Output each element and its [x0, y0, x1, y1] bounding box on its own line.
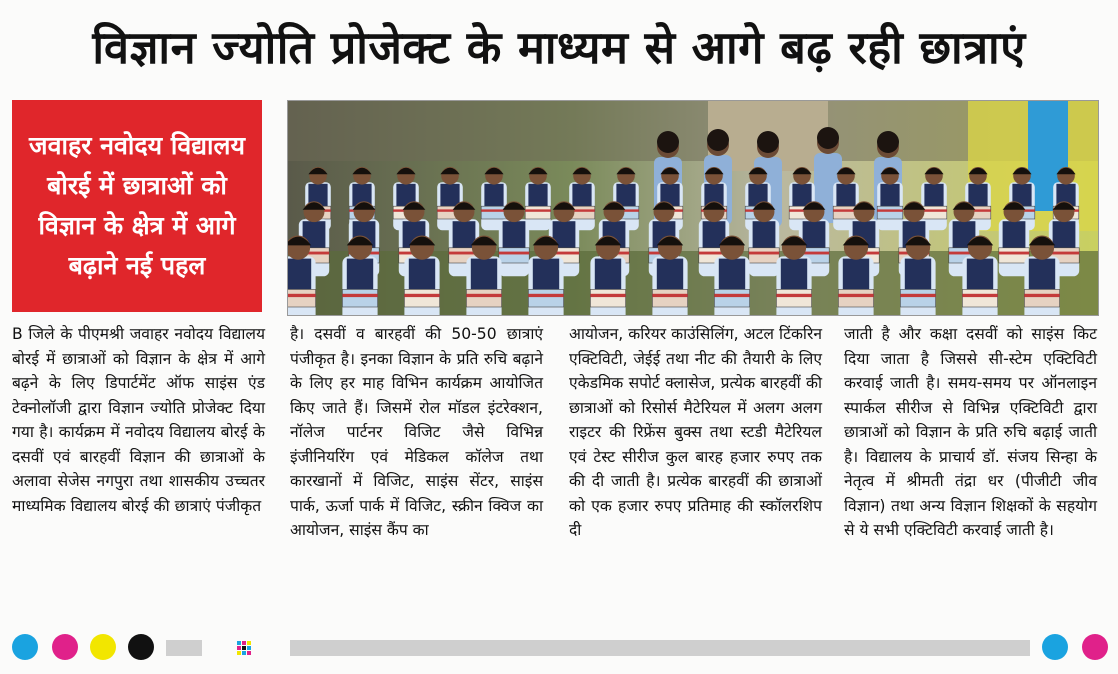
gray-bar — [290, 640, 1030, 656]
group-photo-students-with-books-icon — [288, 101, 1098, 315]
headline: विज्ञान ज्योति प्रोजेक्ट के माध्यम से आगे बढ़ रही छात्राएं — [92, 21, 1026, 74]
black-registration-dot — [128, 634, 154, 660]
group-photo — [287, 100, 1099, 316]
subheadline: जवाहर नवोदय विद्यालय बोरई में छात्राओं को विज्ञान के क्षेत्र में आगे बढ़ाने नई पहल — [29, 131, 245, 280]
article-body — [12, 322, 1097, 622]
article-column-3: आयोजन, करियर काउंसिलिंग, अटल टिंकरिन एक्टिविटी, जेईई तथा नीट की तैयारी के लिए एकेडमिक सपोर्ट क्लासेज, प्रत्येक बारहवीं की छात्राओं को रिसोर्स मैटेरियल में अलग अलग राइटर की रिफ्रेंस बुक्स तथा स्टडी मैटेरियल एवं टेस्ट सीरीज कुल बारह हजार रुपए तक की दी जाती है। प्रत्येक बारहवीं की छात्राओं को एक हजार रुपए प्रतिमाह की स्कॉलरशिप दी — [569, 325, 822, 539]
cyan-registration-dot-right — [1042, 634, 1068, 660]
magenta-registration-dot — [52, 634, 78, 660]
article-column-4: जाती है और कक्षा दसवीं को साइंस किट दिया जाता है जिससे सी-स्टेम एक्टिविटी करवाई जाती है। समय-समय पर ऑनलाइन स्पार्कल सीरीज से विभिन्न एक्टिविटी द्वारा छात्राओं को विज्ञान के प्रति रुचि बढ़ाई जाती है। विद्यालय के प्राचार्य डॉ. संजय सिन्हा के नेतृत्व में श्रीमती तंद्रा धर (पीजीटी जीव विज्ञान) तथा अन्य विज्ञान शिक्षकों के सहयोग से ये सभी एक्टिविटी करवाई जाती है। — [844, 325, 1097, 539]
subheadline-box — [12, 100, 262, 312]
magenta-registration-dot-right — [1082, 634, 1108, 660]
registration-marks — [0, 626, 1118, 666]
article-column-1: B जिले के पीएमश्री जवाहर नवोदय विद्यालय बोरई में छात्राओं को विज्ञान के क्षेत्र में आगे बढ़ने के लिए डिपार्टमेंट ऑफ साइंस एंड टेक्नोलॉजी द्वारा विज्ञान ज्योति प्रोजेक्ट दिया गया है। कार्यक्रम में नवोदय विद्यालय बोरई के दसवीं एवं बारहवीं विज्ञान की छात्राओं के अलावा सेजेस नगपुरा तथा शासकीय उच्चतर माध्यमिक विद्यालय बोरई की छात्राएं पंजीकृत — [12, 325, 265, 515]
article-column-2: है। दसवीं व बारहवीं की 50-50 छात्राएं पंजीकृत है। इनका विज्ञान के प्रति रुचि बढ़ाने के लिए हर माह विभिन कार्यक्रम आयोजित किए जाते हैं। जिसमें रोल मॉडल इंटरेक्शन, नॉलेज पार्टनर विजिट जैसे विभिन्न इंजीनियरिंग एवं मेडिकल कॉलेज तथा कारखानों में विजिट, साइंस सेंटर, साइंस पार्क, ऊर्जा पार्क में विजिट, स्क्रीन क्विज का आयोजन, साइंस कैंप का — [290, 325, 543, 539]
yellow-registration-dot — [90, 634, 116, 660]
cyan-registration-dot — [12, 634, 38, 660]
color-grid-icon — [236, 640, 252, 656]
gray-swatch — [166, 640, 202, 656]
